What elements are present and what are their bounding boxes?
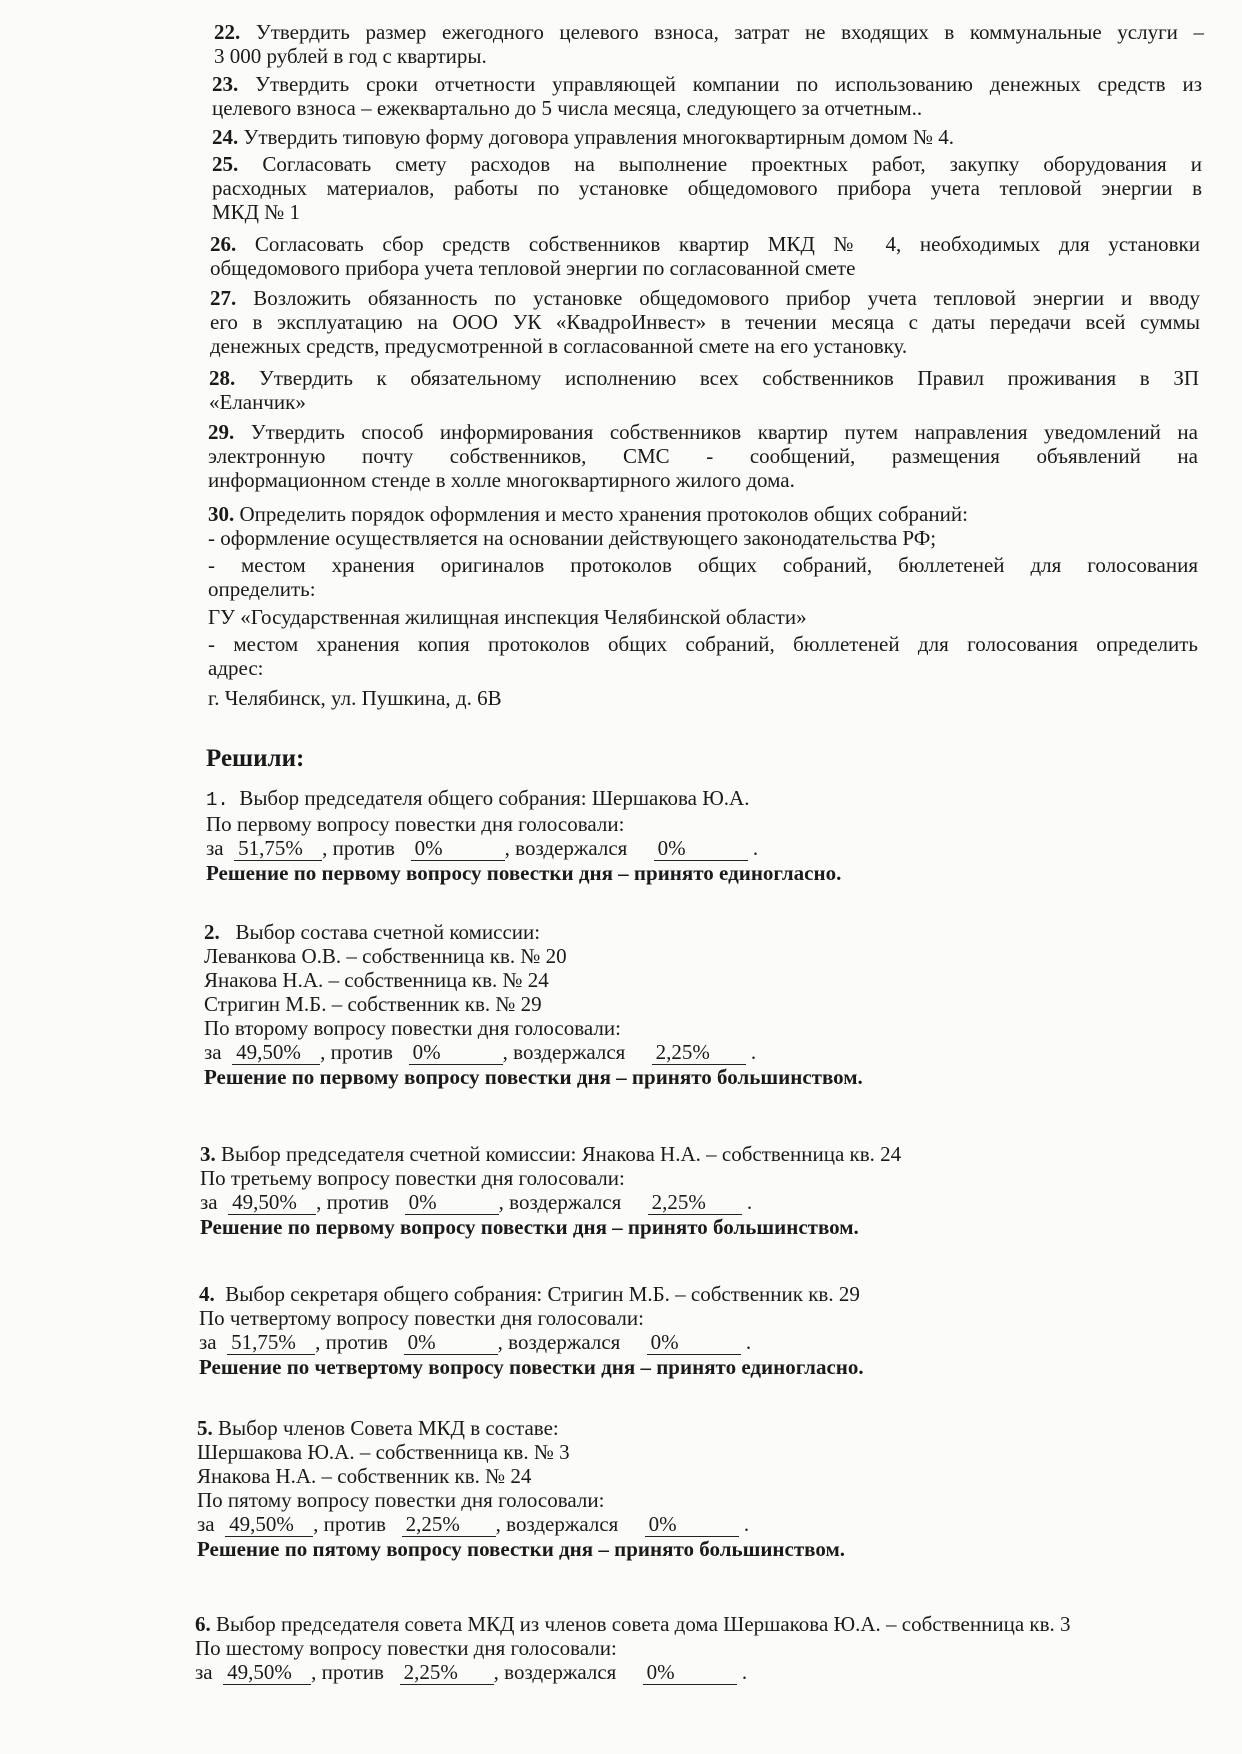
member: Леванкова О.В. – собственница кв. № 20 <box>204 944 567 968</box>
vote-against: 0% <box>405 1190 499 1215</box>
vote-abstained: 2,25% <box>652 1040 746 1065</box>
member: Янакова Н.А. – собственник кв. № 24 <box>197 1464 532 1488</box>
against-label: , против <box>322 836 395 860</box>
against-label: , против <box>315 1330 388 1354</box>
for-label: за <box>197 1512 215 1536</box>
voted-line: По первому вопросу повестки дня голосовали: <box>206 812 625 836</box>
item-number: 3. <box>200 1142 216 1166</box>
decision-result: Решение по первому вопросу повестки дня – принято единогласно. <box>206 861 842 885</box>
decision-result: Решение по четвертому вопросу повестки дня – принято единогласно. <box>199 1355 864 1379</box>
vote-results <box>200 1190 901 1215</box>
vote-abstained: 2,25% <box>648 1190 742 1215</box>
vote-against: 2,25% <box>400 1660 494 1685</box>
item-text: электронную почту собственников, СМС - сообщений, размещения объявлений на <box>208 444 1198 468</box>
item-text: Согласовать сбор средств собственников квартир МКД № 4, необходимых для установки <box>254 232 1200 256</box>
vote-results <box>204 1040 863 1065</box>
item-text: адрес: <box>208 656 264 680</box>
vote-results <box>197 1512 845 1537</box>
vote-abstained: 0% <box>647 1330 741 1355</box>
agenda-item-28 <box>209 366 1199 414</box>
vote-results <box>199 1330 864 1355</box>
end-dot: . <box>746 1190 753 1214</box>
item-text: «Еланчик» <box>209 390 306 414</box>
end-dot: . <box>745 1330 752 1354</box>
voted-line: По пятому вопросу повестки дня голосовали: <box>197 1488 605 1512</box>
item-number: 4. <box>199 1282 215 1306</box>
decision-4 <box>199 1282 864 1379</box>
agenda-item-24 <box>212 125 1202 149</box>
item-text: - местом хранения оригиналов протоколов общих собраний, бюллетеней для голосования <box>208 553 1198 577</box>
for-label: за <box>204 1040 222 1064</box>
vote-abstained: 0% <box>654 836 748 861</box>
vote-abstained: 0% <box>645 1512 739 1537</box>
vote-for: 49,50% <box>223 1660 311 1685</box>
item-text: Определить порядок оформления и место хранения протоколов общих собраний: <box>239 502 968 526</box>
item-text: его в эксплуатацию на ООО УК «КвадроИнвест» в течении месяца с даты передачи всей суммы <box>210 310 1200 334</box>
against-label: , против <box>313 1512 386 1536</box>
item-text: ГУ «Государственная жилищная инспекция Челябинской области» <box>208 605 807 629</box>
decision-6 <box>195 1612 1071 1685</box>
item-number: 28. <box>209 366 236 390</box>
vote-against: 0% <box>411 836 505 861</box>
item-number: 5. <box>197 1416 213 1440</box>
abstained-label: , воздержался <box>493 1660 617 1684</box>
vote-for: 51,75% <box>234 836 322 861</box>
abstained-label: , воздержался <box>504 836 628 860</box>
vote-for: 49,50% <box>232 1040 320 1065</box>
end-dot: . <box>752 836 759 860</box>
item-number: 22. <box>214 20 241 44</box>
item-number: 27. <box>210 286 237 310</box>
decision-result: Решение по первому вопросу повестки дня – принято большинством. <box>204 1065 863 1089</box>
item-text: Утвердить типовую форму договора управления многоквартирным домом № 4. <box>243 125 954 149</box>
item-number: 1. <box>206 789 229 811</box>
end-dot: . <box>750 1040 757 1064</box>
vote-results <box>206 836 841 861</box>
item-number: 26. <box>210 232 237 256</box>
decision-result: Решение по первому вопросу повестки дня – принято большинством. <box>200 1215 859 1239</box>
agenda-item-22 <box>214 20 1204 68</box>
agenda-item-29 <box>208 420 1198 492</box>
vote-for: 49,50% <box>225 1512 313 1537</box>
item-number: 25. <box>212 152 239 176</box>
decision-title: Выбор секретаря общего собрания: Стригин М.Б. – собственник кв. 29 <box>225 1282 860 1306</box>
item-text: Утвердить способ информирования собственников квартир путем направления уведомлений на <box>250 420 1198 444</box>
vote-results <box>195 1660 1071 1685</box>
for-label: за <box>195 1660 213 1684</box>
voted-line: По шестому вопросу повестки дня голосовали: <box>195 1636 617 1660</box>
item-text: определить: <box>208 577 316 601</box>
agenda-item-30 <box>208 502 1198 710</box>
decision-1 <box>206 786 841 885</box>
agenda-item-25 <box>212 152 1202 224</box>
item-text: - оформление осуществляется на основании действующего законодательства РФ; <box>208 526 937 550</box>
item-text: Согласовать смету расходов на выполнение проектных работ, закупку оборудования и <box>262 152 1203 176</box>
item-number: 2. <box>204 920 220 944</box>
agenda-item-26 <box>210 232 1200 280</box>
vote-for: 51,75% <box>227 1330 315 1355</box>
decision-title: Выбор членов Совета МКД в составе: <box>218 1416 559 1440</box>
item-text: Утвердить размер ежегодного целевого взноса, затрат не входящих в коммунальные услуги – <box>255 20 1204 44</box>
item-text: Утвердить к обязательному исполнению всех собственников Правил проживания в ЗП <box>258 366 1200 390</box>
item-text: - местом хранения копия протоколов общих собраний, бюллетеней для голосования определить <box>208 632 1198 656</box>
against-label: , против <box>311 1660 384 1684</box>
decision-title: Выбор председателя совета МКД из членов совета дома Шершакова Ю.А. – собственница кв. 3 <box>216 1612 1071 1636</box>
against-label: , против <box>320 1040 393 1064</box>
abstained-label: , воздержался <box>498 1190 622 1214</box>
against-label: , против <box>316 1190 389 1214</box>
item-text: общедомового прибора учета тепловой энергии по согласованной смете <box>210 256 856 280</box>
vote-against: 0% <box>404 1330 498 1355</box>
member: Шершакова Ю.А. – собственница кв. № 3 <box>197 1440 570 1464</box>
vote-against: 0% <box>409 1040 503 1065</box>
item-text: Возложить обязанность по установке общедомового прибор учета тепловой энергии и вводу <box>253 286 1200 310</box>
item-text: 3 000 рублей в год с квартиры. <box>214 44 487 68</box>
voted-line: По четвертому вопросу повестки дня голосовали: <box>199 1306 644 1330</box>
item-number: 30. <box>208 502 235 526</box>
decision-result: Решение по пятому вопросу повестки дня – принято большинством. <box>197 1537 846 1561</box>
member: Стригин М.Б. – собственник кв. № 29 <box>204 992 542 1016</box>
decision-3 <box>200 1142 901 1239</box>
abstained-label: , воздержался <box>495 1512 619 1536</box>
vote-for: 49,50% <box>228 1190 316 1215</box>
for-label: за <box>199 1330 217 1354</box>
member: Янакова Н.А. – собственница кв. № 24 <box>204 968 549 992</box>
item-number: 23. <box>212 72 239 96</box>
abstained-label: , воздержался <box>502 1040 626 1064</box>
for-label: за <box>200 1190 218 1214</box>
item-text: расходных материалов, работы по установке общедомового прибора учета тепловой энергии в <box>212 176 1202 200</box>
item-text: Утвердить сроки отчетности управляющей компании по использованию денежных средств из <box>255 72 1202 96</box>
decided-heading: Решили: <box>206 745 305 772</box>
agenda-item-23 <box>212 72 1202 120</box>
item-text: информационном стенде в холле многоквартирного жилого дома. <box>208 468 795 492</box>
end-dot: . <box>743 1512 750 1536</box>
end-dot: . <box>741 1660 748 1684</box>
decision-title: Выбор состава счетной комиссии: <box>235 920 541 944</box>
item-number: 29. <box>208 420 235 444</box>
item-number: 6. <box>195 1612 211 1636</box>
item-text: целевого взноса – ежеквартально до 5 числа месяца, следующего за отчетным.. <box>212 96 923 120</box>
item-text: МКД № 1 <box>212 200 301 224</box>
voted-line: По третьему вопросу повестки дня голосовали: <box>200 1166 625 1190</box>
item-text: денежных средств, предусмотренной в согласованной смете на его установку. <box>210 334 908 358</box>
abstained-label: , воздержался <box>497 1330 621 1354</box>
for-label: за <box>206 836 224 860</box>
decision-title: Выбор председателя счетной комиссии: Янакова Н.А. – собственница кв. 24 <box>221 1142 902 1166</box>
item-number: 24. <box>212 125 239 149</box>
vote-against: 2,25% <box>402 1512 496 1537</box>
vote-abstained: 0% <box>643 1660 737 1685</box>
item-text: г. Челябинск, ул. Пушкина, д. 6В <box>208 686 502 710</box>
decision-2 <box>204 920 863 1089</box>
decision-5 <box>197 1416 845 1561</box>
decision-title: Выбор председателя общего собрания: Шершакова Ю.А. <box>239 786 750 810</box>
voted-line: По второму вопросу повестки дня голосовали: <box>204 1016 621 1040</box>
agenda-item-27 <box>210 286 1200 358</box>
